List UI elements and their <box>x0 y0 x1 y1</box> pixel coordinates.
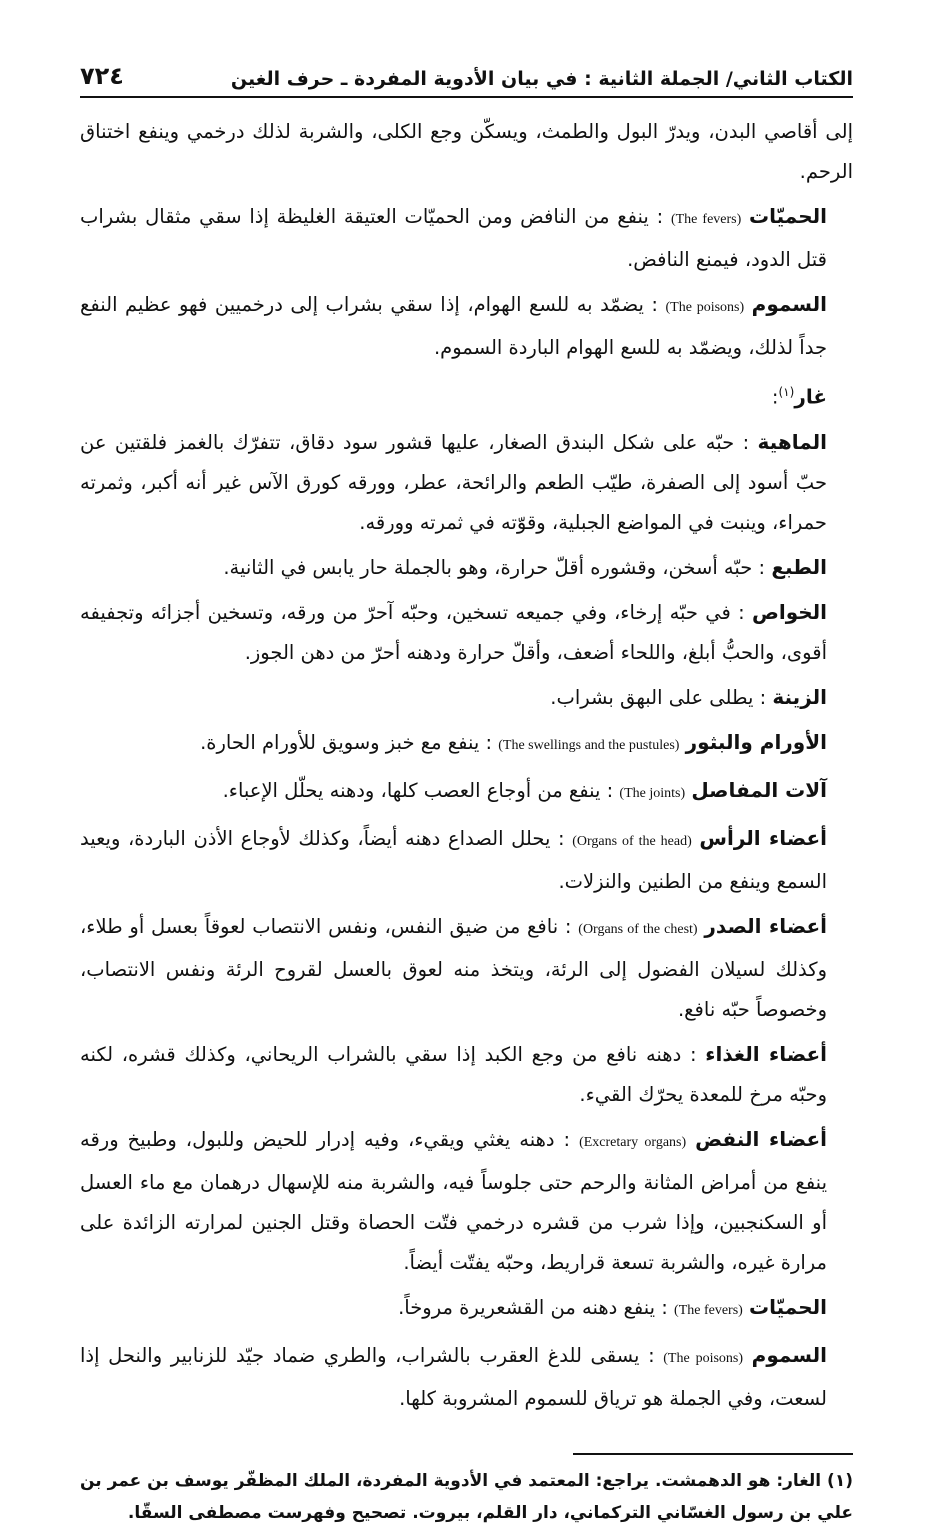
english-gloss: (Organs of the chest) <box>578 921 698 937</box>
section-heading: أعضاء الصدر <box>704 913 828 938</box>
english-gloss: (The swellings and the pustules) <box>498 737 680 753</box>
footnote-reference[interactable]: (١) <box>778 385 795 399</box>
paragraph-text: : يحلل الصداع دهنه أيضاً، وكذلك لأوجاع الأذن الباردة، ويعيد السمع وينفع من الطنين والنزلات. <box>80 826 827 893</box>
paragraph-text: : دهنه يغثي ويقيء، وفيه إدرار للحيض وللبول، وطبيخ ورقه ينفع من أمراض المثانة والرحم حتى جلوساً فيه، والشربة منه للإسهال درهمان مع ماء العسل أو السكنجبين، وإذا شرب من قشره درخمي فتّت الحصاة وقتل الجنين لمرارته الزائدة على مرارة غيره، والشربة تسعة قراريط، وحبّه يفتّت أيضاً. <box>80 1127 827 1274</box>
paragraph <box>80 547 853 588</box>
entry-heading: غار <box>794 384 827 409</box>
english-gloss: (Excretary organs) <box>579 1134 687 1150</box>
page-header <box>80 58 853 98</box>
paragraph <box>80 818 853 902</box>
section-heading: الماهية <box>757 429 827 454</box>
running-title: الكتاب الثاني/ الجملة الثانية : في بيان الأدوية المفردة ـ حرف الغين <box>230 68 853 90</box>
english-gloss: (Organs of the head) <box>572 833 692 849</box>
page-number: ٧٢٤ <box>80 62 124 90</box>
paragraph-text: : يطلى على البهق بشراب. <box>550 685 767 709</box>
paragraph-text: : ينفع دهنه من القشعريرة مروخاً. <box>398 1295 668 1319</box>
section-heading: الحميّات <box>749 204 827 228</box>
paragraph-text: : <box>771 385 779 409</box>
paragraph-text: : ينفع مع خبز وسويق للأورام الحارة. <box>200 730 493 754</box>
english-gloss: (The joints) <box>619 785 686 801</box>
paragraph <box>80 677 853 718</box>
paragraph-text: : ينفع من النافض ومن الحميّات العتيقة الغليظة إذا سقي مثقال بشراب قتل الدود، فيمنع النافض. <box>80 205 827 271</box>
paragraph <box>80 422 853 543</box>
section-heading: الأورام والبثور <box>685 729 827 754</box>
page-body <box>80 112 853 1529</box>
paragraph-text: : نافع من ضيق النفس، ونفس الانتصاب لعوقاً بعسل أو طلاء، وكذلك لسيلان الفضول إلى الرئة، ويتخذ منه لعوق بالعسل لقروح الرئة ونفس الانتصاب، وخصوصاً حبّه نافع. <box>80 914 827 1021</box>
paragraph <box>80 722 853 766</box>
paragraph <box>80 592 853 673</box>
footnote: (١) الغار: هو الدهمشت. يراجع: المعتمد في الأدوية المفردة، الملك المظفّر يوسف بن عمر بن علي بن رسول الغسّاني التركماني، دار القلم، بيروت. تصحيح وفهرست مصطفى السقّا. <box>80 1470 853 1523</box>
paragraph <box>80 1034 853 1115</box>
paragraph-text: : ينفع من أوجاع العصب كلها، ودهنه يحلّل الإعباء. <box>222 778 614 802</box>
section-heading: أعضاء النفض <box>695 1126 827 1151</box>
paragraph <box>80 284 853 368</box>
paragraph <box>80 1335 853 1419</box>
section-heading: الخواص <box>751 599 828 624</box>
paragraph-text: : في حبّه إرخاء، وفي جميعه تسخين، وحبّه آحرّ من ورقه، وتسخين أجزائه وتجفيفه أقوى، والحبُّ أبلغ، واللحاء أضعف، وأقلّ حرارة ودهنه أحرّ من دهن الجوز. <box>80 600 827 664</box>
paragraph-text: : حبّه على شكل البندق الصغار، عليها قشور سود دقاق، تتفرّك بالغمز فلقتين عن حبّ أسود إلى الصفرة، طيّب الطعم والرائحة، عطر، وورقه كورق الآس غير أنه أكبر، وثمرته حمراء، وينبت في المواضع الجبلية، وقوّته في ثمرته وورقه. <box>80 430 827 534</box>
paragraph-text: : دهنه نافع من وجع الكبد إذا سقي بالشراب الريحاني، وكذلك قشره، لكنه وحبّه مرخ للمعدة يحرّك القيء. <box>80 1042 827 1106</box>
english-gloss: (The poisons) <box>663 1350 744 1366</box>
section-heading: السموم <box>751 292 827 316</box>
paragraph <box>80 906 853 1030</box>
english-gloss: (The fevers) <box>670 212 742 227</box>
paragraph-text: إلى أقاصي البدن، ويدرّ البول والطمث، ويسكّن وجع الكلى، والشربة لذلك درخمي وينفع اختناق الرحم. <box>80 120 853 183</box>
footnote-divider <box>573 1453 853 1455</box>
section-heading: السموم <box>751 1342 827 1367</box>
paragraph-text: : يسقى للدغ العقرب بالشراب، والطري ضماد جيّد للزنابير والنحل إذا لسعت، وفي الجملة هو ترياق للسموم المشروبة كلها. <box>80 1343 827 1410</box>
paragraph <box>80 1287 853 1331</box>
english-gloss: (The fevers) <box>674 1302 743 1318</box>
paragraph <box>80 196 853 280</box>
paragraph <box>80 112 853 192</box>
paragraph-text: : حبّه أسخن، وقشوره أقلّ حرارة، وهو بالجملة حار يابس في الثانية. <box>223 555 766 579</box>
entry-title <box>80 372 853 418</box>
section-heading: أعضاء الرأس <box>699 825 827 850</box>
section-heading: آلات المفاصل <box>691 777 827 802</box>
paragraph <box>80 770 853 814</box>
section-heading: الحميّات <box>749 1294 827 1319</box>
section-heading: أعضاء الغذاء <box>705 1041 827 1066</box>
section-heading: الزينة <box>772 684 827 709</box>
paragraph <box>80 1119 853 1283</box>
section-heading: الطبع <box>771 554 827 579</box>
english-gloss: (The poisons) <box>665 300 745 315</box>
paragraph-text: : يضمّد به للسع الهوام، إذا سقي بشراب إلى درخميين فهو عظيم النفع جداً لذلك، ويضمّد به للسع الهوام الباردة السموم. <box>80 293 827 359</box>
